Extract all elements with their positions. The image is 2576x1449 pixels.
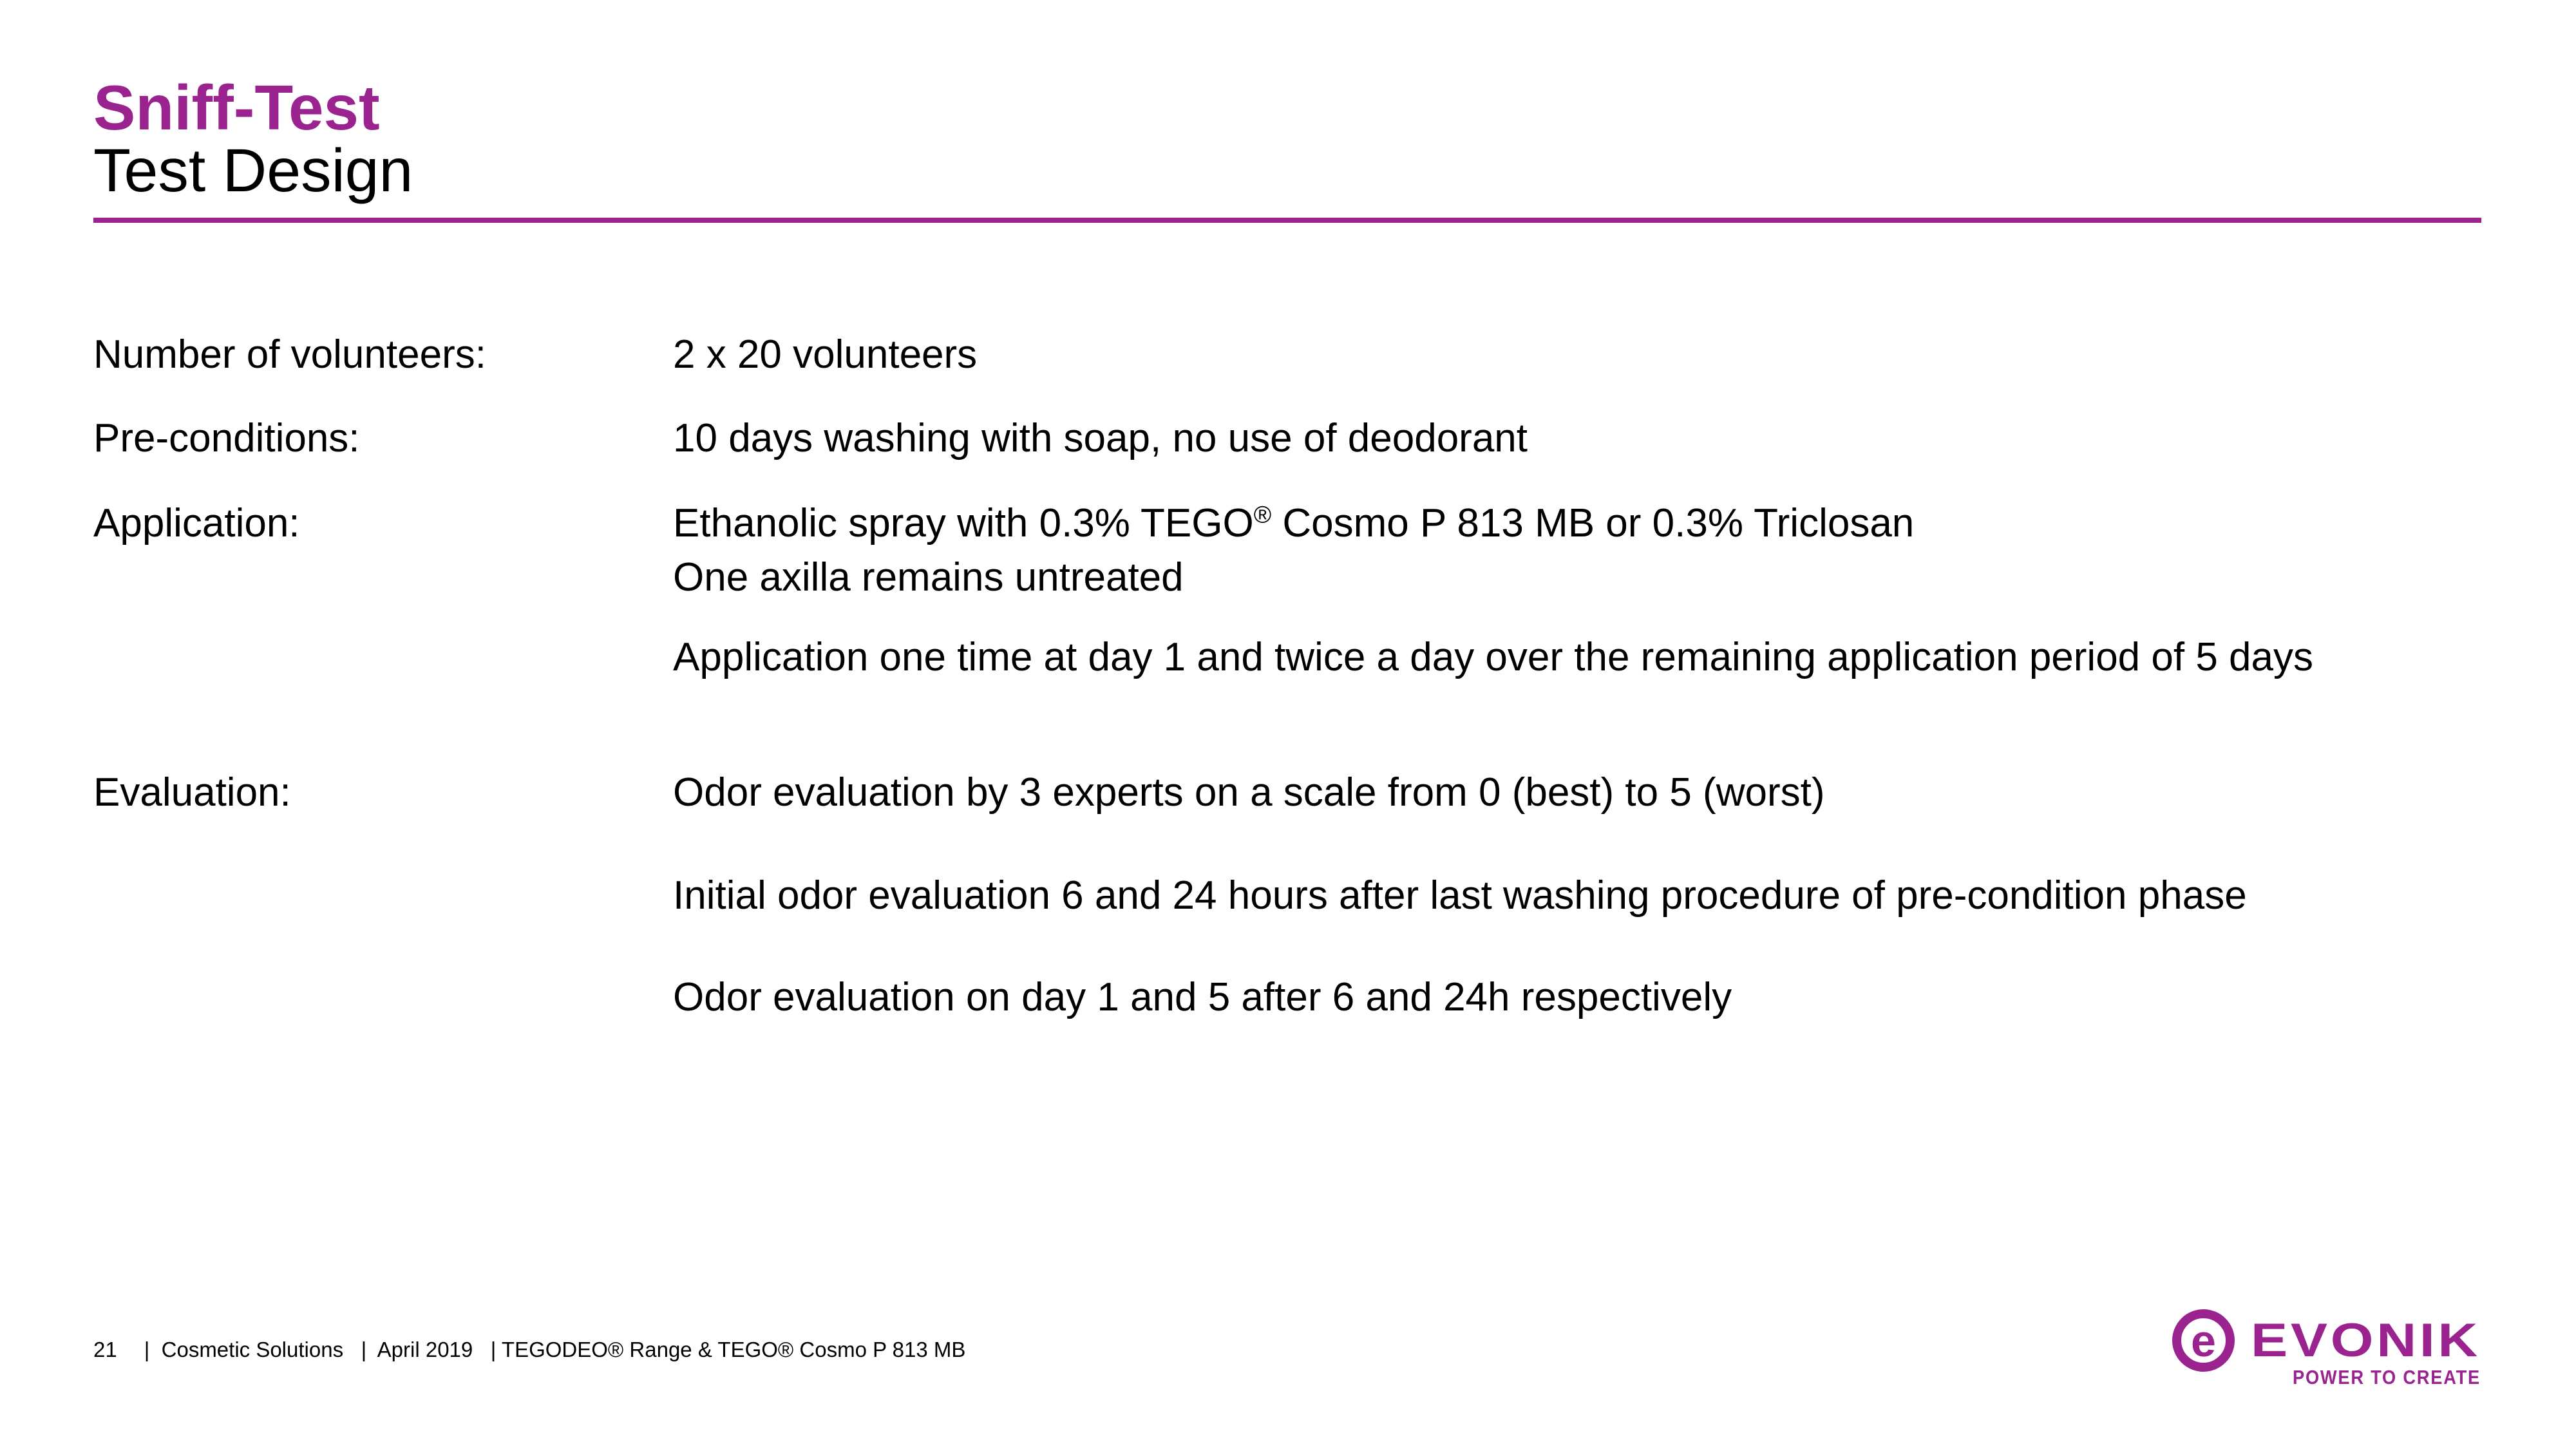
text-segment: 10 days washing with soap, no use of deodorant [673, 416, 1528, 460]
content-area [93, 328, 2515, 1025]
text-segment: Odor evaluation by 3 experts on a scale from 0 (best) to 5 (worst) [673, 770, 1825, 815]
content-row [93, 971, 2515, 1025]
row-value [673, 766, 2515, 820]
evonik-wordmark: EVONIK [2251, 1314, 2481, 1367]
text-segment: One axilla remains untreated [673, 555, 1184, 600]
registered-trademark-sup: ® [1253, 500, 1272, 528]
footer [93, 1337, 965, 1363]
value-line [673, 869, 2515, 923]
text-segment: Odor evaluation on day 1 and 5 after 6 and 24h respectively [673, 975, 1732, 1019]
row-value [673, 869, 2515, 923]
text-segment: Ethanolic spray with 0.3% TEGO [673, 501, 1254, 545]
value-line [673, 630, 2515, 685]
value-line [673, 328, 2515, 382]
title-divider [93, 218, 2481, 223]
evonik-emblem-letter: e [2191, 1316, 2216, 1366]
row-value [673, 497, 2515, 605]
evonik-logo [2164, 1307, 2486, 1392]
content-row [93, 766, 2515, 820]
evonik-tagline: POWER TO CREATE [2293, 1366, 2481, 1388]
text-segment: Initial odor evaluation 6 and 24 hours after last washing procedure of pre-condition phase [673, 873, 2247, 918]
text-segment: 2 x 20 volunteers [673, 332, 978, 377]
evonik-emblem-icon [2177, 1314, 2230, 1367]
content-row [93, 328, 2515, 382]
value-line [673, 971, 2515, 1025]
row-label: Evaluation: [93, 770, 291, 815]
page-subtitle: Test Design [93, 137, 413, 205]
text-segment: Application one time at day 1 and twice a day over the remaining application period of 5 days [673, 635, 2313, 679]
text-segment: Cosmo P 813 MB or 0.3% Triclosan [1271, 501, 1915, 545]
row-value [673, 971, 2515, 1025]
value-line [673, 497, 2515, 551]
row-value [673, 328, 2515, 382]
row-label: Number of volunteers: [93, 332, 486, 377]
row-value [673, 412, 2515, 466]
content-row [93, 869, 2515, 923]
row-label: Application: [93, 501, 300, 545]
value-line [673, 412, 2515, 466]
row-label: Pre-conditions: [93, 416, 360, 460]
page-title: Sniff-Test [93, 72, 380, 143]
footer-page-number: 21 [93, 1338, 117, 1361]
row-value [673, 630, 2515, 685]
footer-meta: | Cosmetic Solutions | April 2019 | TEGODEO® Range & TEGO® Cosmo P 813 MB [144, 1338, 966, 1361]
content-row [93, 412, 2515, 466]
content-row [93, 497, 2515, 605]
value-line [673, 766, 2515, 820]
value-line [673, 551, 2515, 605]
content-row [93, 630, 2515, 685]
